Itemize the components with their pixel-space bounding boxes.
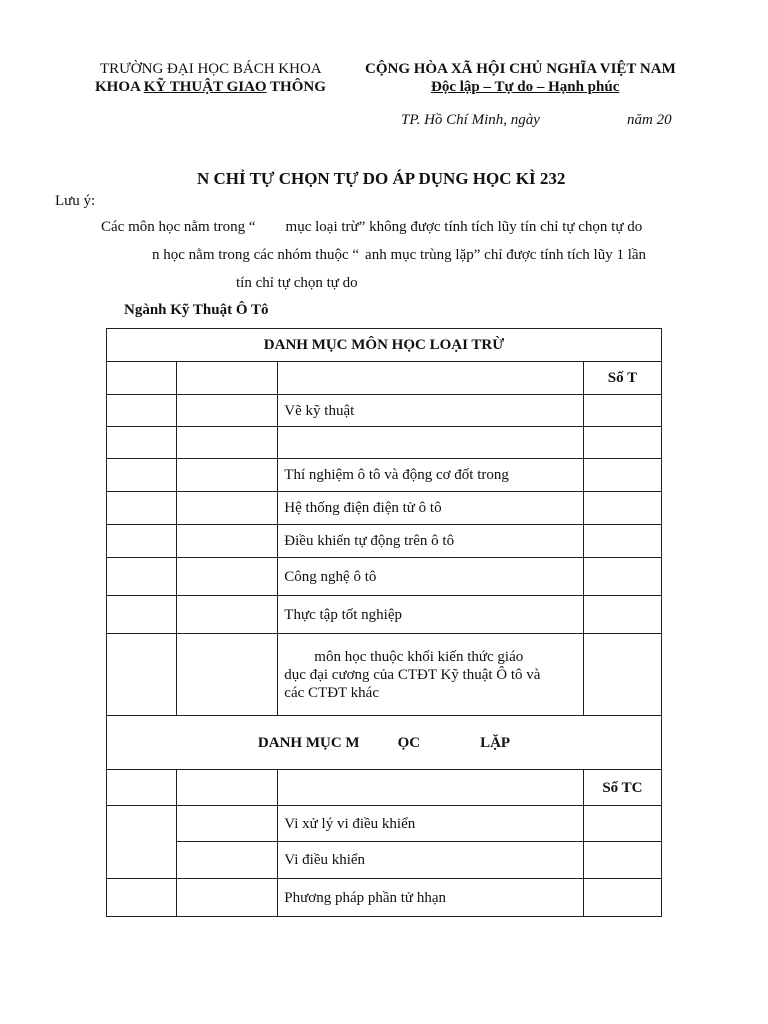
table-cell xyxy=(107,362,177,395)
note-line-2 xyxy=(152,247,646,264)
table-cell xyxy=(107,525,177,558)
course-name: Phương pháp phần tử hhạn xyxy=(278,879,584,917)
page-title: N CHỈ TỰ CHỌN TỰ DO ÁP DỤNG HỌC KÌ 232 xyxy=(197,169,566,188)
table-cell xyxy=(107,879,177,917)
school-name: TRƯỜNG ĐẠI HỌC BÁCH KHOA xyxy=(100,61,322,77)
course-name: Thí nghiệm ô tô và động cơ đốt trong xyxy=(278,459,584,492)
section2-title-b: ỌC xyxy=(397,734,421,751)
table-row xyxy=(107,596,662,634)
credits-column-header: Số TC xyxy=(583,770,661,806)
course-name: Điều khiển tự động trên ô tô xyxy=(278,525,584,558)
table-row xyxy=(107,492,662,525)
table-row xyxy=(107,395,662,427)
faculty-underlined: KỸ THUẬT GIAO xyxy=(143,79,267,95)
table-cell xyxy=(278,362,584,395)
note-line-2-b: anh mục trùng lặp” chỉ được tính tích lũy 1 lần xyxy=(365,247,647,263)
table-cell xyxy=(583,427,661,459)
description-line-2: dục đại cương của CTĐT Kỹ thuật Ô tô và xyxy=(284,666,541,683)
table-cell xyxy=(583,395,661,427)
course-table xyxy=(106,328,662,917)
table-cell xyxy=(583,459,661,492)
table-row xyxy=(107,842,662,879)
note-line-1-b: mục loại trừ” không được tính tích lũy tín chỉ tự chọn tự do xyxy=(285,219,643,235)
section2-title xyxy=(107,716,662,770)
table-cell xyxy=(107,459,177,492)
table-row xyxy=(107,879,662,917)
faculty-prefix: KHOA xyxy=(95,79,144,95)
note-line-2-a: n học nằm trong các nhóm thuộc “ xyxy=(152,247,360,263)
table-cell xyxy=(583,525,661,558)
table-cell xyxy=(107,770,177,806)
course-name: Thực tập tốt nghiệp xyxy=(278,596,584,634)
section1-header-row xyxy=(107,329,662,362)
section2-column-header-row xyxy=(107,770,662,806)
table-cell xyxy=(107,492,177,525)
table-cell xyxy=(177,558,278,596)
note-line-1 xyxy=(101,219,642,236)
course-name xyxy=(278,427,584,459)
motto: Độc lập – Tự do – Hạnh phúc xyxy=(431,79,620,95)
table-row xyxy=(107,634,662,716)
course-name: Vi xử lý vi điều khiển xyxy=(278,806,584,842)
section2-title-a: DANH MỤC M xyxy=(257,734,360,751)
section2-header-row xyxy=(107,716,662,770)
table-row xyxy=(107,558,662,596)
table-cell xyxy=(107,427,177,459)
table-cell xyxy=(107,634,177,716)
section1-column-header-row xyxy=(107,362,662,395)
table-cell xyxy=(177,427,278,459)
table-row xyxy=(107,459,662,492)
course-name: Vi điều khiển xyxy=(278,842,584,879)
course-group-description xyxy=(278,634,584,716)
table-cell xyxy=(583,492,661,525)
table-cell xyxy=(177,492,278,525)
table-cell xyxy=(107,596,177,634)
table-cell xyxy=(177,525,278,558)
note-label: Lưu ý: xyxy=(55,193,96,209)
course-name: Vẽ kỹ thuật xyxy=(278,395,584,427)
course-name: Công nghệ ô tô xyxy=(278,558,584,596)
table-cell xyxy=(278,770,584,806)
table-row xyxy=(107,806,662,842)
table-cell xyxy=(177,395,278,427)
description-line-3: các CTĐT khác xyxy=(284,684,379,701)
faculty-name xyxy=(95,79,326,96)
table-cell xyxy=(583,558,661,596)
section1-title: DANH MỤC MÔN HỌC LOẠI TRỪ xyxy=(107,329,662,362)
table-cell xyxy=(583,596,661,634)
note-line-3: tín chỉ tự chọn tự do xyxy=(236,275,358,291)
major-name: Ngành Kỹ Thuật Ô Tô xyxy=(124,302,269,318)
table-cell xyxy=(107,395,177,427)
republic-name: CỘNG HÒA XÃ HỘI CHỦ NGHĨA VIỆT NAM xyxy=(365,61,676,77)
note-line-1-a: Các môn học nằm trong “ xyxy=(101,219,256,235)
table-row xyxy=(107,525,662,558)
table-cell xyxy=(177,806,278,842)
credits-column-header: Số T xyxy=(583,362,661,395)
year: năm 20 xyxy=(627,112,672,128)
description-line-1: môn học thuộc khối kiến thức giáo xyxy=(314,648,524,665)
table-cell xyxy=(583,634,661,716)
table-cell xyxy=(177,634,278,716)
section2-title-c: LẶP xyxy=(480,734,511,751)
table-cell xyxy=(583,879,661,917)
table-cell xyxy=(177,459,278,492)
table-cell xyxy=(177,596,278,634)
faculty-suffix: THÔNG xyxy=(266,79,326,95)
table-cell xyxy=(177,879,278,917)
table-cell xyxy=(177,770,278,806)
table-row xyxy=(107,427,662,459)
table-cell xyxy=(583,842,661,879)
table-cell xyxy=(177,362,278,395)
table-cell xyxy=(177,842,278,879)
table-cell xyxy=(107,558,177,596)
course-name: Hệ thống điện điện tử ô tô xyxy=(278,492,584,525)
table-cell xyxy=(583,806,661,842)
table-cell xyxy=(107,806,177,879)
place-date: TP. Hồ Chí Minh, ngày xyxy=(401,112,540,128)
